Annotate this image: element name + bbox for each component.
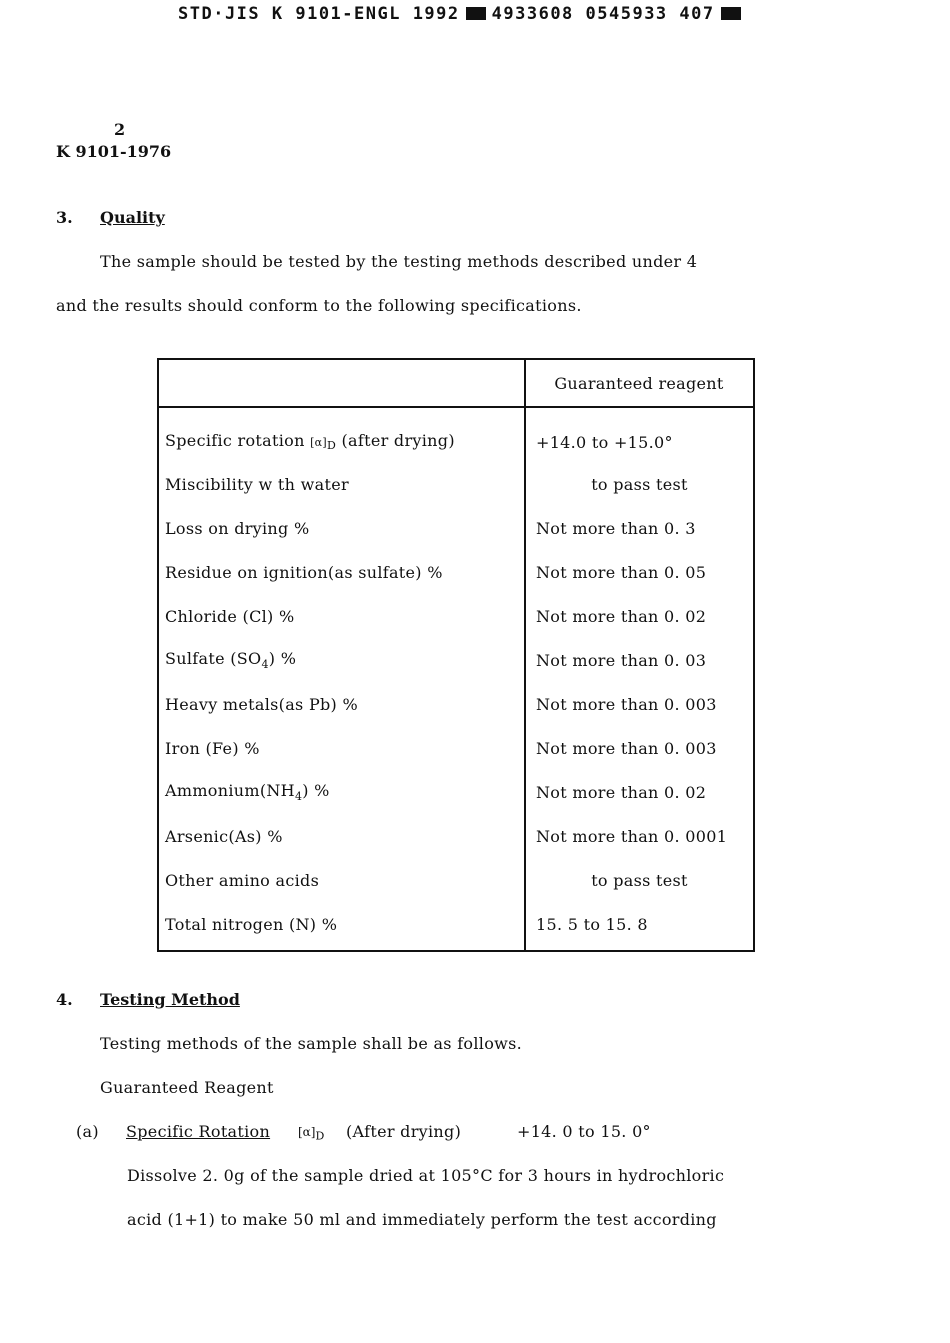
table-row bbox=[158, 682, 754, 726]
section-3-title: Quality bbox=[100, 208, 165, 227]
spec-value: Not more than 0. 02 bbox=[536, 782, 707, 802]
table-header-guaranteed-reagent: Guaranteed reagent bbox=[525, 359, 754, 407]
section-3-number: 3. bbox=[56, 208, 73, 227]
table-row bbox=[158, 726, 754, 770]
spec-value: Not more than 0. 05 bbox=[536, 562, 707, 582]
spec-item: Arsenic(As) % bbox=[158, 814, 525, 858]
section-4-title: Testing Method bbox=[100, 990, 240, 1009]
header-stamp-code: 4933608 0545933 407 bbox=[491, 4, 715, 24]
quality-paragraph-line-2: and the results should conform to the following specifications. bbox=[56, 296, 582, 315]
item-a-title: Specific Rotation bbox=[126, 1122, 271, 1141]
table-header-item bbox=[158, 359, 525, 407]
spec-value: Not more than 0. 0001 bbox=[536, 826, 728, 846]
spec-value: Not more than 0. 3 bbox=[536, 518, 696, 538]
table-row bbox=[158, 462, 754, 506]
section-4-number: 4. bbox=[56, 990, 73, 1009]
spec-item: Residue on ignition(as sulfate) % bbox=[158, 550, 525, 594]
item-a-range: +14. 0 to 15. 0° bbox=[517, 1122, 651, 1141]
table-row bbox=[158, 858, 754, 902]
black-block-icon bbox=[466, 7, 486, 20]
spec-item: Iron (Fe) % bbox=[158, 726, 525, 770]
spec-item: $Ammonium(NH_4)$ % bbox=[158, 770, 525, 814]
spec-item: Specific rotation $[\alpha]_D$ (after drying) bbox=[158, 407, 525, 462]
testing-intro: Testing methods of the sample shall be as follows. bbox=[100, 1034, 523, 1053]
spec-value: Not more than 0. 03 bbox=[536, 650, 707, 670]
document-id: K 9101-1976 bbox=[56, 142, 172, 161]
specification-table bbox=[157, 358, 755, 952]
table-row bbox=[158, 506, 754, 550]
spec-value: Not more than 0. 02 bbox=[536, 606, 707, 626]
spec-value: +14.0 to +15.0° bbox=[536, 432, 673, 452]
table-row bbox=[158, 770, 754, 814]
guaranteed-reagent-subheading: Guaranteed Reagent bbox=[100, 1078, 274, 1097]
alpha-symbol: $[\alpha]_D$ bbox=[310, 436, 337, 453]
item-a-label: (a) bbox=[76, 1122, 99, 1141]
spec-value: to pass test bbox=[591, 870, 688, 890]
table-row bbox=[158, 638, 754, 682]
table-row bbox=[158, 902, 754, 951]
item-a-text-line-2: acid (1+1) to make 50 ml and immediately perform the test according bbox=[127, 1210, 717, 1229]
spec-value: to pass test bbox=[591, 474, 688, 494]
spec-item: Other amino acids bbox=[158, 858, 525, 902]
page-number: 2 bbox=[114, 120, 126, 139]
spec-item: Total nitrogen (N) % bbox=[158, 902, 525, 951]
table-row bbox=[158, 814, 754, 858]
header-stamp-left: STD·JIS K 9101-ENGL 1992 bbox=[178, 4, 460, 24]
document-header-stamp bbox=[178, 4, 747, 24]
table-row bbox=[158, 594, 754, 638]
spec-value: Not more than 0. 003 bbox=[536, 738, 717, 758]
spec-item: Sulfate $(SO_4)$ % bbox=[158, 638, 525, 682]
alpha-symbol: $[\alpha]_D$ bbox=[298, 1125, 325, 1143]
item-a-text-line-1: Dissolve 2. 0g of the sample dried at 105°C for 3 hours in hydrochloric bbox=[127, 1166, 725, 1185]
quality-paragraph-line-1: The sample should be tested by the testing methods described under 4 bbox=[100, 252, 698, 271]
black-block-icon bbox=[721, 7, 741, 20]
item-a-condition: (After drying) bbox=[346, 1122, 462, 1141]
table-row bbox=[158, 550, 754, 594]
spec-item: Miscibility w th water bbox=[158, 462, 525, 506]
table-row bbox=[158, 407, 754, 462]
spec-item: Heavy metals(as Pb) % bbox=[158, 682, 525, 726]
spec-value: Not more than 0. 003 bbox=[536, 694, 717, 714]
table-header-row bbox=[158, 359, 754, 407]
spec-value: 15. 5 to 15. 8 bbox=[536, 914, 648, 934]
spec-item: Loss on drying % bbox=[158, 506, 525, 550]
spec-item: Chloride (Cl) % bbox=[158, 594, 525, 638]
